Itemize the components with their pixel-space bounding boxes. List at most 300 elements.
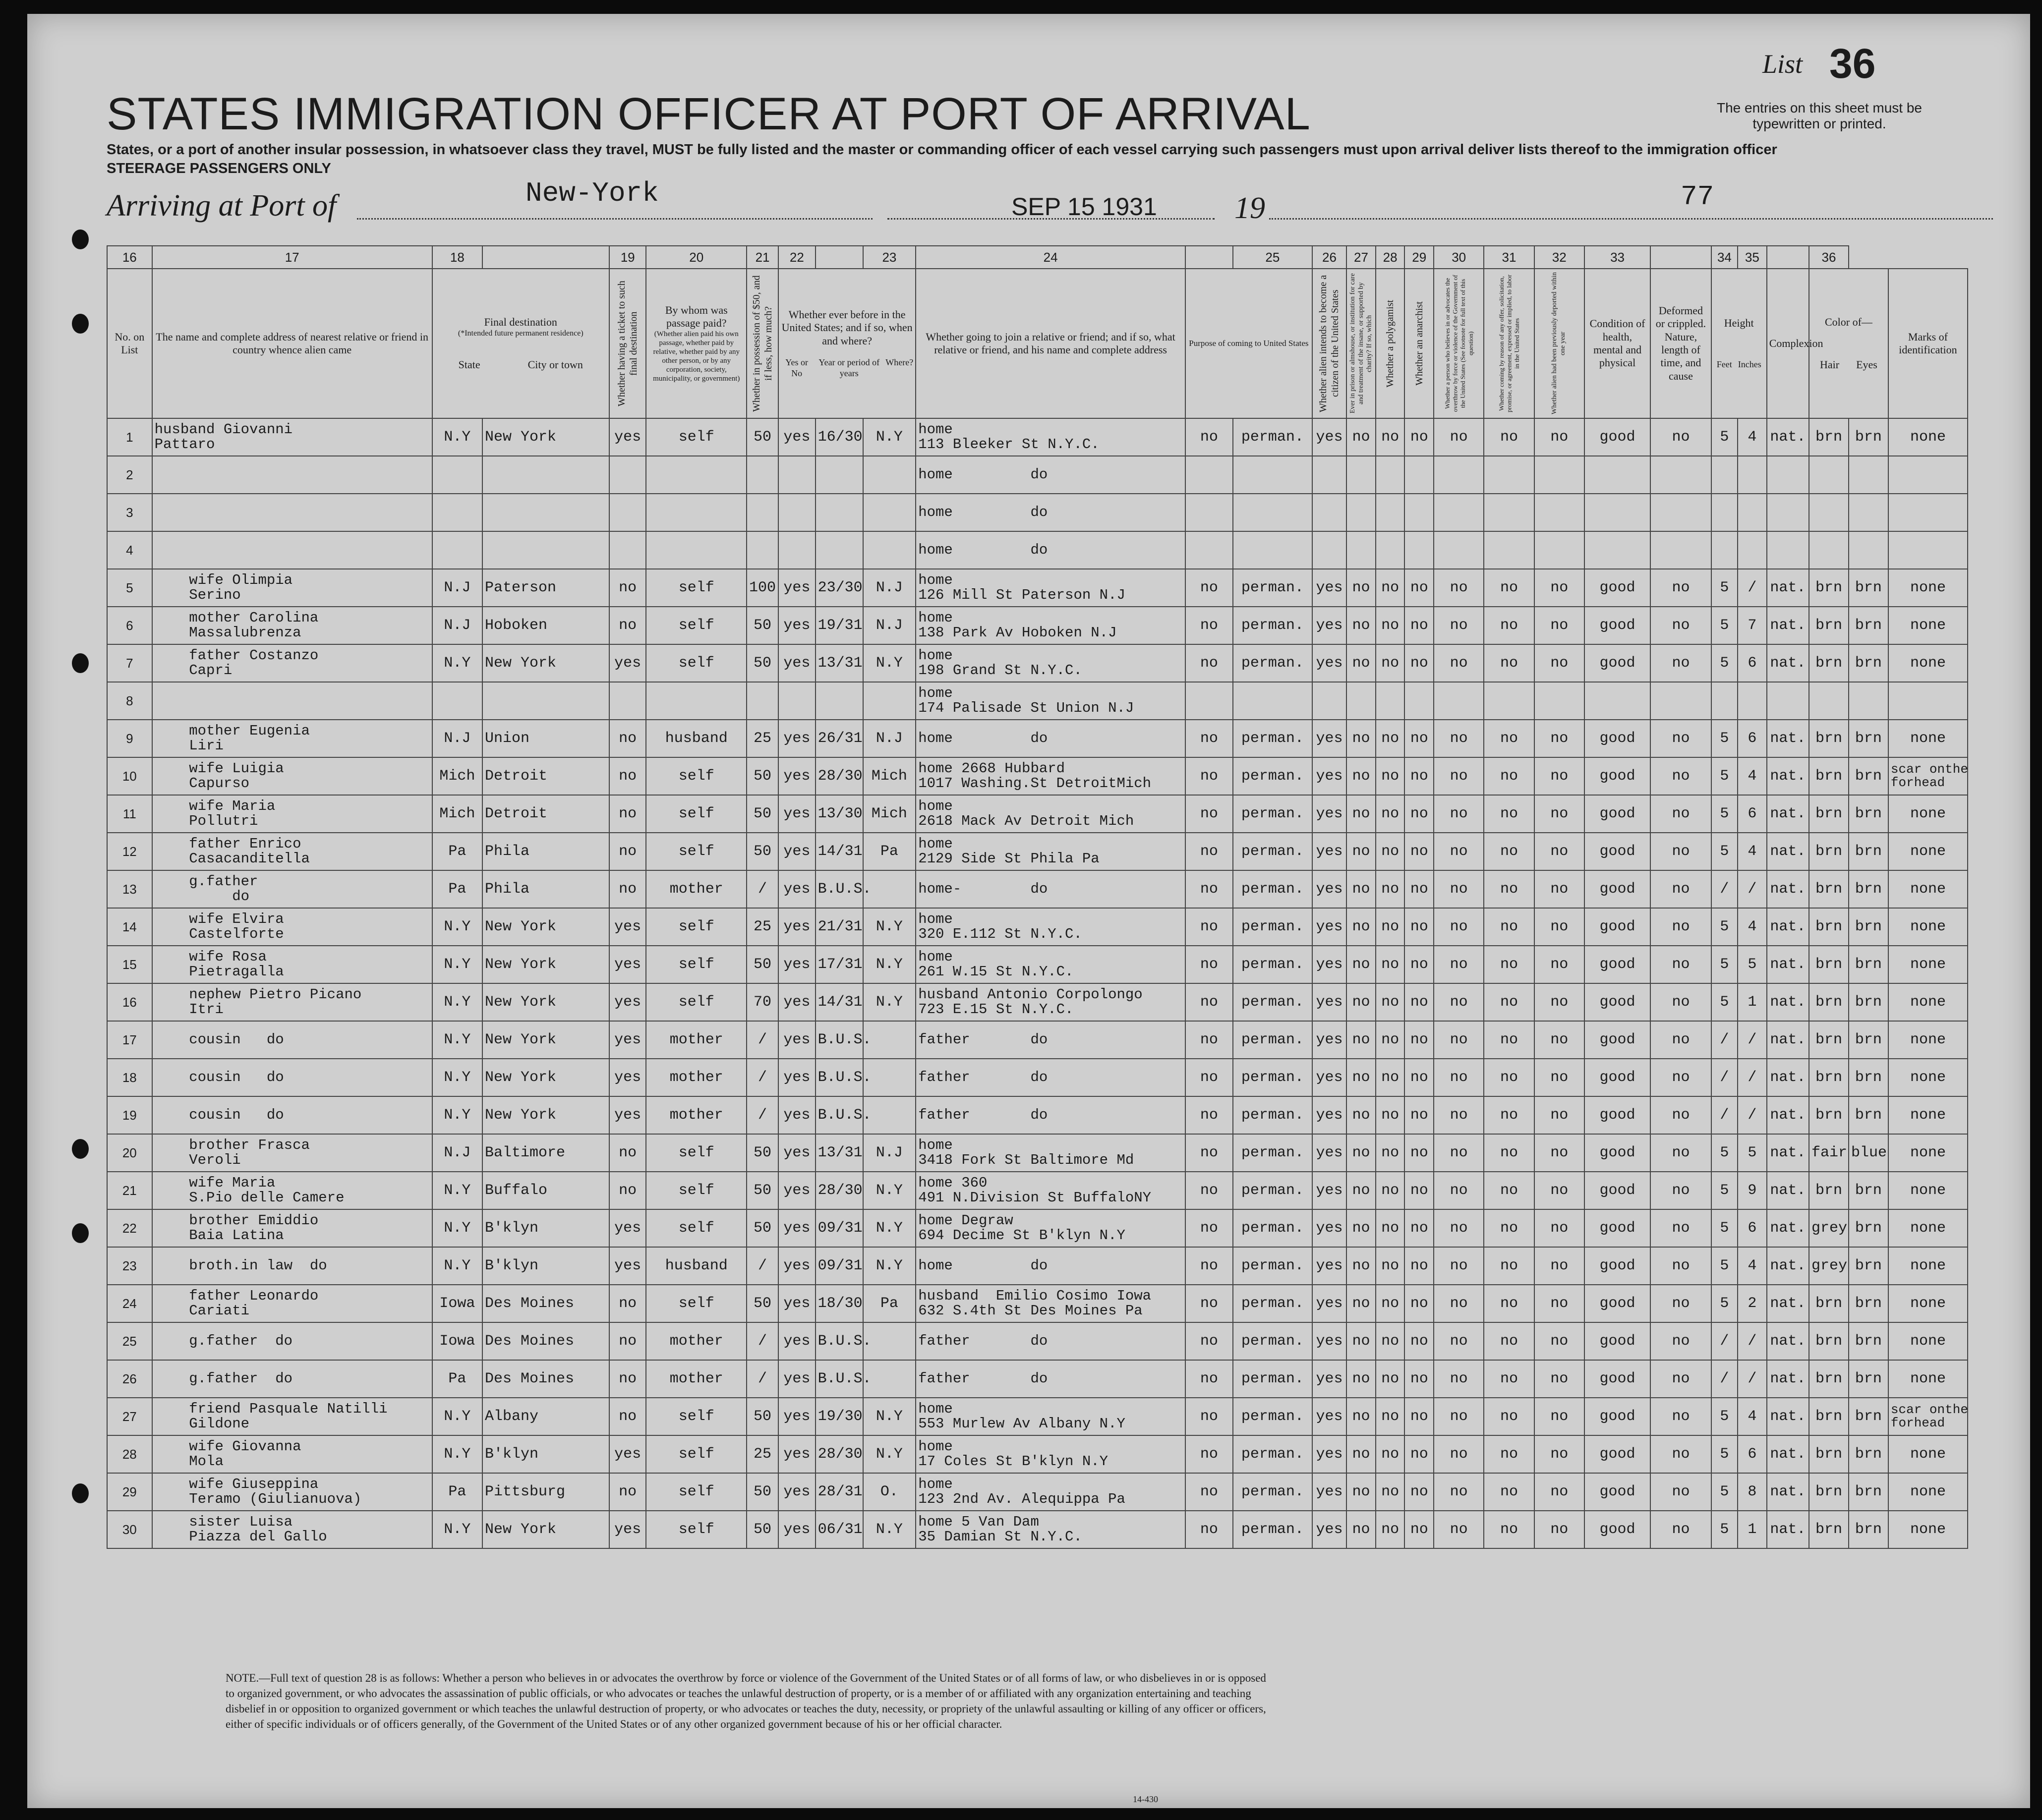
cell-complexion: nat. — [1767, 607, 1809, 644]
cell-where: N.Y — [863, 983, 916, 1021]
cell-no: 8 — [107, 682, 152, 720]
cell-q28: no — [1434, 1473, 1484, 1511]
cell-ticket: no — [609, 1322, 646, 1360]
cell-health — [1584, 682, 1650, 720]
cell-polyg: no — [1376, 720, 1405, 757]
cell-relative: wife Giuseppina Teramo (Giulianuova) — [152, 1473, 432, 1511]
cell-anarch: no — [1404, 1247, 1434, 1285]
cell-q28: no — [1434, 1360, 1484, 1398]
cell-prison: no — [1346, 1096, 1376, 1134]
cell-joining: home do — [916, 720, 1185, 757]
cell-money: 100 — [747, 569, 778, 607]
cell-years: 21/31 — [816, 908, 863, 946]
cell-city — [482, 456, 609, 494]
header-state: State — [458, 358, 480, 371]
cell-anarch: no — [1404, 607, 1434, 644]
cell-feet: / — [1711, 1021, 1738, 1059]
cell-q29: no — [1484, 1322, 1534, 1360]
cell-anarch: no — [1404, 569, 1434, 607]
cell-return: no — [1185, 1435, 1233, 1473]
cell-relative: brother Frasca Veroli — [152, 1134, 432, 1172]
cell-marks: scar onthe forhead — [1888, 757, 1968, 795]
cell-anarch: no — [1404, 1059, 1434, 1096]
cell-deformed — [1650, 531, 1711, 569]
cell-anarch: no — [1404, 1511, 1434, 1548]
money-label: Whether in possession of $50, and if less, how much? — [751, 275, 774, 412]
cell-q29: no — [1484, 1059, 1534, 1096]
cell-q29: no — [1484, 1473, 1534, 1511]
cell-city — [482, 531, 609, 569]
cell-inches: / — [1738, 870, 1767, 908]
cell-before: yes — [778, 908, 816, 946]
column-number — [1767, 246, 1809, 269]
cell-eyes: brn — [1849, 795, 1888, 833]
cell-passage: mother — [646, 1021, 747, 1059]
cell-ticket: yes — [609, 644, 646, 682]
cell-q28: no — [1434, 1209, 1484, 1247]
cell-polyg: no — [1376, 1059, 1405, 1096]
cell-state: N.Y — [432, 1435, 482, 1473]
cell-joining: father do — [916, 1360, 1185, 1398]
cell-hair: brn — [1809, 569, 1849, 607]
cell-eyes: brn — [1849, 569, 1888, 607]
cell-no: 3 — [107, 494, 152, 531]
cell-return: no — [1185, 569, 1233, 607]
cell-prison: no — [1346, 1473, 1376, 1511]
cell-money — [747, 682, 778, 720]
cell-deformed: no — [1650, 795, 1711, 833]
cell-deformed: no — [1650, 870, 1711, 908]
cell-where: Mich — [863, 757, 916, 795]
cell-health: good — [1584, 757, 1650, 795]
header-feet: Feet — [1716, 359, 1732, 370]
cell-marks: none — [1888, 1511, 1968, 1548]
cell-where: N.Y — [863, 908, 916, 946]
cell-where: N.Y — [863, 1398, 916, 1435]
cell-state: N.J — [432, 569, 482, 607]
cell-where: Pa — [863, 833, 916, 870]
cell-years: 16/30 — [816, 418, 863, 456]
header-joining: Whether going to join a relative or friend; and if so, what relative or friend, and his name and complete address — [916, 269, 1185, 418]
cell-feet: 5 — [1711, 1398, 1738, 1435]
header-deformed: Deformed or crippled. Nature, length of time, and cause — [1650, 269, 1711, 418]
column-number-row — [107, 246, 1968, 269]
cell-length: perman. — [1233, 1059, 1312, 1096]
column-number — [1185, 246, 1233, 269]
cell-health: good — [1584, 795, 1650, 833]
cell-q28: no — [1434, 720, 1484, 757]
cell-money: 25 — [747, 1435, 778, 1473]
cell-q29: no — [1484, 569, 1534, 607]
cell-complexion: nat. — [1767, 946, 1809, 983]
cell-city: B'klyn — [482, 1247, 609, 1285]
cell-before: yes — [778, 1511, 816, 1548]
cell-where: N.Y — [863, 1209, 916, 1247]
cell-ticket: no — [609, 720, 646, 757]
cell-state: Iowa — [432, 1285, 482, 1322]
cell-q29: no — [1484, 1134, 1534, 1172]
cell-prison — [1346, 456, 1376, 494]
cell-inches: 9 — [1738, 1172, 1767, 1209]
cell-passage: self — [646, 607, 747, 644]
cell-prison: no — [1346, 1511, 1376, 1548]
cell-passage: self — [646, 833, 747, 870]
cell-inches: / — [1738, 1021, 1767, 1059]
cell-where: N.Y — [863, 1435, 916, 1473]
cell-complexion — [1767, 531, 1809, 569]
cell-citizen — [1312, 531, 1346, 569]
cell-before: yes — [778, 1021, 816, 1059]
cell-health: good — [1584, 1059, 1650, 1096]
cell-q30: no — [1534, 1285, 1584, 1322]
cell-return: no — [1185, 644, 1233, 682]
cell-ticket: yes — [609, 908, 646, 946]
cell-health — [1584, 456, 1650, 494]
cell-q30: no — [1534, 1435, 1584, 1473]
cell-state — [432, 682, 482, 720]
cell-polyg: no — [1376, 1134, 1405, 1172]
cell-eyes — [1849, 682, 1888, 720]
table-row — [107, 1209, 1968, 1247]
cell-money: 50 — [747, 1209, 778, 1247]
cell-before: yes — [778, 1322, 816, 1360]
cell-money: 50 — [747, 1398, 778, 1435]
cell-money: 50 — [747, 1134, 778, 1172]
cell-ticket: no — [609, 1285, 646, 1322]
cell-prison: no — [1346, 1247, 1376, 1285]
page-subtitle — [107, 141, 1777, 178]
table-row — [107, 870, 1968, 908]
cell-where: Pa — [863, 1285, 916, 1322]
cell-passage: self — [646, 418, 747, 456]
cell-where: N.Y — [863, 1511, 916, 1548]
cell-no: 19 — [107, 1096, 152, 1134]
year-dotted-line — [1269, 218, 1993, 220]
cell-before: yes — [778, 1435, 816, 1473]
cell-hair: brn — [1809, 418, 1849, 456]
cell-joining: home 126 Mill St Paterson N.J — [916, 569, 1185, 607]
cell-q28: no — [1434, 1247, 1484, 1285]
cell-marks — [1888, 494, 1968, 531]
cell-joining: husband Emilio Cosimo Iowa 632 S.4th St Des Moines Pa — [916, 1285, 1185, 1322]
cell-no: 24 — [107, 1285, 152, 1322]
cell-q30: no — [1534, 1473, 1584, 1511]
cell-money: / — [747, 870, 778, 908]
cell-ticket — [609, 531, 646, 569]
cell-hair: fair — [1809, 1134, 1849, 1172]
cell-anarch: no — [1404, 1398, 1434, 1435]
cell-hair: brn — [1809, 757, 1849, 795]
cell-relative: wife Luigia Capurso — [152, 757, 432, 795]
cell-where — [863, 682, 916, 720]
cell-return: no — [1185, 870, 1233, 908]
cell-before — [778, 682, 816, 720]
cell-ticket — [609, 456, 646, 494]
cell-passage: husband — [646, 720, 747, 757]
cell-citizen: yes — [1312, 1511, 1346, 1548]
cell-eyes — [1849, 494, 1888, 531]
cell-deformed: no — [1650, 1059, 1711, 1096]
table-row — [107, 1435, 1968, 1473]
cell-hair: brn — [1809, 1172, 1849, 1209]
cell-joining: father do — [916, 1322, 1185, 1360]
cell-complexion: nat. — [1767, 1134, 1809, 1172]
column-number: 19 — [609, 246, 646, 269]
cell-polyg: no — [1376, 1435, 1405, 1473]
cell-deformed: no — [1650, 1096, 1711, 1134]
cell-joining: home do — [916, 494, 1185, 531]
port-value: New-York — [525, 177, 659, 209]
cell-length: perman. — [1233, 720, 1312, 757]
cell-complexion: nat. — [1767, 1285, 1809, 1322]
cell-q28: no — [1434, 607, 1484, 644]
cell-q29: no — [1484, 1511, 1534, 1548]
cell-money — [747, 456, 778, 494]
cell-before: yes — [778, 795, 816, 833]
punch-hole — [72, 1139, 89, 1159]
cell-joining: father do — [916, 1059, 1185, 1096]
cell-no: 5 — [107, 569, 152, 607]
cell-q29: no — [1484, 1021, 1534, 1059]
cell-relative: friend Pasquale Natilli Gildone — [152, 1398, 432, 1435]
cell-polyg — [1376, 682, 1405, 720]
cell-city: B'klyn — [482, 1435, 609, 1473]
cell-feet — [1711, 456, 1738, 494]
cell-deformed — [1650, 682, 1711, 720]
page-title: STATES IMMIGRATION OFFICER AT PORT OF ARRIVAL — [107, 89, 1311, 139]
cell-prison: no — [1346, 946, 1376, 983]
cell-return: no — [1185, 983, 1233, 1021]
cell-length: perman. — [1233, 1209, 1312, 1247]
cell-relative — [152, 682, 432, 720]
cell-anarch: no — [1404, 720, 1434, 757]
cell-length: perman. — [1233, 1360, 1312, 1398]
cell-prison — [1346, 682, 1376, 720]
cell-return: no — [1185, 1172, 1233, 1209]
cell-feet: 5 — [1711, 795, 1738, 833]
cell-marks: none — [1888, 833, 1968, 870]
cell-years: 06/31 — [816, 1511, 863, 1548]
cell-return — [1185, 456, 1233, 494]
cell-hair: brn — [1809, 644, 1849, 682]
column-number: 36 — [1809, 246, 1849, 269]
cell-q28: no — [1434, 1134, 1484, 1172]
cell-city: New York — [482, 1021, 609, 1059]
cell-inches — [1738, 531, 1767, 569]
cell-state: N.Y — [432, 1172, 482, 1209]
cell-q30: no — [1534, 644, 1584, 682]
cell-health: good — [1584, 1398, 1650, 1435]
cell-inches — [1738, 456, 1767, 494]
cell-citizen: yes — [1312, 1435, 1346, 1473]
header-relative: The name and complete address of nearest relative or friend in country whence alien came — [152, 269, 432, 418]
cell-hair: brn — [1809, 870, 1849, 908]
cell-state: N.J — [432, 1134, 482, 1172]
cell-joining: home 123 2nd Av. Alequippa Pa — [916, 1473, 1185, 1511]
cell-health: good — [1584, 1285, 1650, 1322]
header-ticket — [609, 269, 646, 418]
table-row — [107, 1511, 1968, 1548]
table-row — [107, 418, 1968, 456]
cell-complexion: nat. — [1767, 908, 1809, 946]
cell-no: 14 — [107, 908, 152, 946]
header-no: No. on List — [107, 269, 152, 418]
punch-hole — [72, 1483, 89, 1503]
cell-hair: brn — [1809, 1473, 1849, 1511]
cell-inches: 5 — [1738, 1134, 1767, 1172]
cell-deformed: no — [1650, 1172, 1711, 1209]
footer-note: NOTE.—Full text of question 28 is as follows: Whether a person who believes in or advocates the overthrow by force or violence of the Government of the United States or of all forms of law, or who disbelieves in or is opposed to organized government, or who advocates the assassination of public officials, or who advocates or teaches the unlawful destruction of property, or is a member of or affiliated with any organization entertaining and teaching disbelief in or opposition to organized government or which teaches the unlawful destruction of property, or who advocates or teaches the duty, necessity, or propriety of the unlawful assaulting or killing of any officer or officers, either of specific individuals or of officers generally, of the Government of the United States or of any other organized government because of his or her official character. — [226, 1672, 1266, 1731]
port-dotted-line — [357, 218, 873, 220]
cell-q29: no — [1484, 983, 1534, 1021]
cell-before: yes — [778, 1473, 816, 1511]
cell-eyes: brn — [1849, 1473, 1888, 1511]
cell-deformed — [1650, 456, 1711, 494]
cell-state: Pa — [432, 1360, 482, 1398]
cell-passage: mother — [646, 1059, 747, 1096]
cell-city: Des Moines — [482, 1285, 609, 1322]
cell-marks — [1888, 682, 1968, 720]
cell-q29: no — [1484, 720, 1534, 757]
cell-city: New York — [482, 946, 609, 983]
column-number: 23 — [863, 246, 916, 269]
cell-where — [863, 494, 916, 531]
cell-complexion: nat. — [1767, 1473, 1809, 1511]
cell-relative: mother Eugenia Liri — [152, 720, 432, 757]
cell-passage: self — [646, 795, 747, 833]
cell-q29: no — [1484, 833, 1534, 870]
cell-complexion: nat. — [1767, 870, 1809, 908]
column-number: 32 — [1534, 246, 1584, 269]
cell-passage: mother — [646, 1322, 747, 1360]
cell-state — [432, 531, 482, 569]
purpose-label: Purpose of coming to United States — [1189, 338, 1309, 348]
cell-length: perman. — [1233, 1398, 1312, 1435]
cell-inches: 1 — [1738, 983, 1767, 1021]
cell-polyg: no — [1376, 757, 1405, 795]
cell-anarch — [1404, 456, 1434, 494]
cell-inches: 4 — [1738, 1398, 1767, 1435]
cell-passage: self — [646, 1285, 747, 1322]
cell-where: N.Y — [863, 946, 916, 983]
cell-passage: self — [646, 1473, 747, 1511]
cell-feet: / — [1711, 870, 1738, 908]
cell-polyg: no — [1376, 908, 1405, 946]
cell-prison: no — [1346, 757, 1376, 795]
cell-city: Buffalo — [482, 1172, 609, 1209]
passage-note: (Whether alien paid his own passage, whether paid by relative, whether paid by any other person, or by any corporation, society, municipality, or government) — [653, 330, 740, 383]
cell-ticket: yes — [609, 418, 646, 456]
cell-prison: no — [1346, 1059, 1376, 1096]
cell-relative: nephew Pietro Picano Itri — [152, 983, 432, 1021]
cell-anarch — [1404, 494, 1434, 531]
cell-city: New York — [482, 1096, 609, 1134]
cell-state: N.Y — [432, 1247, 482, 1285]
cell-marks: none — [1888, 1096, 1968, 1134]
cell-prison: no — [1346, 870, 1376, 908]
cell-city: Union — [482, 720, 609, 757]
cell-before — [778, 494, 816, 531]
cell-prison: no — [1346, 983, 1376, 1021]
cell-anarch: no — [1404, 983, 1434, 1021]
cell-ticket: yes — [609, 1511, 646, 1548]
cell-length: perman. — [1233, 757, 1312, 795]
cell-return: no — [1185, 1398, 1233, 1435]
cell-no: 11 — [107, 795, 152, 833]
prison-label: Ever in prison or almshouse, or institution for care and treatment of the insane, or supported by charity? If so, which — [1349, 273, 1373, 414]
cell-prison: no — [1346, 1285, 1376, 1322]
cell-no: 1 — [107, 418, 152, 456]
cell-q30: no — [1534, 983, 1584, 1021]
cell-citizen: yes — [1312, 1285, 1346, 1322]
cell-feet: / — [1711, 1096, 1738, 1134]
cell-state: N.Y — [432, 1021, 482, 1059]
cell-hair — [1809, 456, 1849, 494]
cell-eyes: brn — [1849, 908, 1888, 946]
header-where: Where? — [885, 357, 914, 367]
header-before — [778, 269, 916, 418]
cell-no: 29 — [107, 1473, 152, 1511]
cell-q28: no — [1434, 1435, 1484, 1473]
cell-prison: no — [1346, 833, 1376, 870]
cell-state: N.Y — [432, 1096, 482, 1134]
cell-length: perman. — [1233, 644, 1312, 682]
cell-state: N.Y — [432, 1209, 482, 1247]
cell-relative: father Enrico Casacanditella — [152, 833, 432, 870]
header-year-period: Year or period of years — [818, 357, 880, 378]
cell-passage: husband — [646, 1247, 747, 1285]
cell-joining: home 138 Park Av Hoboken N.J — [916, 607, 1185, 644]
cell-years: 19/30 — [816, 1398, 863, 1435]
cell-length: perman. — [1233, 870, 1312, 908]
cell-money: 50 — [747, 795, 778, 833]
table-row — [107, 795, 1968, 833]
cell-feet — [1711, 531, 1738, 569]
cell-length: perman. — [1233, 1247, 1312, 1285]
cell-length: perman. — [1233, 1511, 1312, 1548]
date-stamp: SEP 15 1931 — [1011, 193, 1157, 221]
column-number: 18 — [432, 246, 482, 269]
cell-years: B.U.S. — [816, 1059, 863, 1096]
cell-no: 23 — [107, 1247, 152, 1285]
cell-health: good — [1584, 983, 1650, 1021]
cell-relative: brother Emiddio Baia Latina — [152, 1209, 432, 1247]
cell-feet: 5 — [1711, 607, 1738, 644]
cell-q30: no — [1534, 1172, 1584, 1209]
cell-relative: husband Giovanni Pattaro — [152, 418, 432, 456]
cell-q30: no — [1534, 757, 1584, 795]
cell-complexion: nat. — [1767, 569, 1809, 607]
cell-prison: no — [1346, 1021, 1376, 1059]
cell-q30: no — [1534, 1096, 1584, 1134]
header-purpose — [1185, 269, 1312, 418]
header-q28 — [1434, 269, 1484, 418]
cell-inches: 6 — [1738, 795, 1767, 833]
cell-no: 15 — [107, 946, 152, 983]
cell-q30 — [1534, 531, 1584, 569]
cell-passage: mother — [646, 1096, 747, 1134]
cell-q28: no — [1434, 1322, 1484, 1360]
cell-years — [816, 494, 863, 531]
cell-q29 — [1484, 531, 1534, 569]
cell-no: 12 — [107, 833, 152, 870]
header-city: City or town — [527, 358, 583, 371]
cell-polyg: no — [1376, 1360, 1405, 1398]
cell-q29: no — [1484, 1209, 1534, 1247]
header-polygamist — [1376, 269, 1405, 418]
cell-hair — [1809, 494, 1849, 531]
cell-deformed: no — [1650, 607, 1711, 644]
